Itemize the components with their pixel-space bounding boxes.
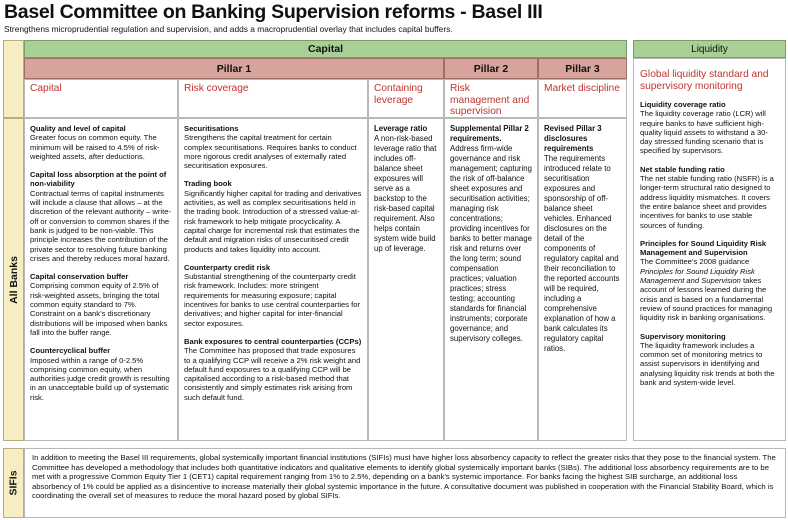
- side-spacer: [3, 40, 24, 118]
- category-containing-leverage: Containing leverage: [368, 79, 444, 118]
- risk-coverage-cell: [178, 118, 368, 441]
- sifis-label: SIFIs: [7, 470, 20, 496]
- supervisory-monitoring-text: The liquidity framework includes a common set of monitoring metrics to assist supervisors in identifying and analysing liquidity risk trends at both the bank and system-wide level.: [640, 340, 775, 388]
- all-banks-label: All Banks: [7, 255, 20, 304]
- capital-quality-text: Greater focus on common equity. The minimum will be raised to 4.5% of risk-weighted assets, after deductions.: [30, 133, 160, 161]
- page-subtitle: Strengthens microprudential regulation and supervision, and adds a macroprudential overlay that includes capital buffers.: [4, 24, 453, 34]
- lcr-heading: Liquidity coverage ratio: [640, 100, 726, 109]
- capital-loss-heading: Capital loss absorption at the point of non-viability: [30, 170, 167, 189]
- counterparty-risk-heading: Counterparty credit risk: [184, 262, 271, 272]
- principles-text-post: takes account of lessons learned during the crisis and is based on a fundamental review of sound practices for managing liquidity risk in banking organisations.: [640, 276, 773, 323]
- ccp-text: The Committee has proposed that trade exposures to a qualifying CCP will receive a 2% risk weight and default fund exposures to a qualifying CCP will be capitalised according to a risk-based method that consistently and simply estimates risk arising from such default fund.: [184, 346, 361, 402]
- nsfr-text: The net stable funding ratio (NSFR) is a longer-term structural ratio designed to address liquidity mismatches. It covers the entire balance sheet and provides incentives for banks to use stable sources of funding.: [640, 174, 774, 230]
- page-title: Basel Committee on Banking Supervision reforms - Basel III: [4, 1, 543, 23]
- pillar3-heading: Revised Pillar 3 disclosures requirements: [544, 124, 602, 153]
- trading-book-text: Significantly higher capital for trading and derivatives activities, as well as complex securitisations held in the trading book. Introduction of a stressed value-at-risk framework to help mitigate procyclicality. A capital charge for incremental risk that estimates the default and migration risks of unsecuritised credit products and takes liquidity into account.: [184, 188, 362, 254]
- liquidity-header: Liquidity: [633, 40, 786, 58]
- principles-text-pre: The Committee’s 2008 guidance: [640, 257, 750, 267]
- pillar1-header: Pillar 1: [24, 58, 444, 79]
- row-label-all-banks: [3, 118, 24, 441]
- securitisations-heading: Securitisations: [184, 124, 239, 133]
- pillar3-cell: [538, 118, 627, 441]
- supervisory-monitoring-heading: Supervisory monitoring: [640, 331, 726, 341]
- row-label-sifis: [3, 448, 24, 518]
- nsfr-heading: Net stable funding ratio: [640, 164, 725, 174]
- principles-text: [640, 257, 779, 322]
- securitisations-text: Strengthens the capital treatment for certain complex securitisations. Requires banks to conduct more rigorous credit analyses of externally rated securitisation exposures.: [184, 133, 357, 171]
- capital-quality-heading: Quality and level of capital: [30, 124, 126, 133]
- pillar2-cell: [444, 118, 538, 441]
- category-capital: Capital: [24, 79, 178, 118]
- principles-text-italic: Principles for Sound Liquidity Risk Management and Supervision: [640, 266, 755, 286]
- conservation-buffer-text: Comprising common equity of 2.5% of risk-weighted assets, bringing the total common equity standard to 7%. Constraint on a bank’s discretionary distributions will be imposed when banks fall into the buffer range.: [30, 281, 168, 337]
- capital-cell: [24, 118, 178, 441]
- leverage-ratio-heading: Leverage ratio: [374, 124, 428, 133]
- counterparty-risk-text: Substantial strengthening of the counterparty credit risk framework. Includes: more stringent requirements for measuring exposure; capital incentives for banks to use central counterparties for derivatives; and higher capital for inter-financial sector exposures.: [184, 272, 361, 328]
- liquidity-cell: [633, 58, 786, 441]
- leverage-ratio-text: A non-risk-based leverage ratio that includes off-balance sheet exposures will serve as a backstop to the risk-based capital requirement. Also helps contain system wide build up of leverage.: [374, 134, 437, 253]
- category-risk-coverage: Risk coverage: [178, 79, 368, 118]
- conservation-buffer-heading: Capital conservation buffer: [30, 272, 129, 282]
- pillar3-header: Pillar 3: [538, 58, 627, 79]
- principles-heading: Principles for Sound Liquidity Risk Management and Supervision: [640, 238, 767, 258]
- category-market-discipline: Market discipline: [538, 79, 627, 118]
- countercyclical-buffer-heading: Countercyclical buffer: [30, 346, 111, 356]
- lcr-text: The liquidity coverage ratio (LCR) will require banks to have sufficient high-quality liquid assets to withstand a 30-day stressed funding scenario that is specified by supervisors.: [640, 109, 768, 156]
- pillar2-header: Pillar 2: [444, 58, 538, 79]
- pillar2-text: Address firm-wide governance and risk management; capturing the risk of off-balance sheet exposures and securitisation activities; managing risk concentrations; providing incentives for banks to better manage risk and returns over the long term; sound compensation practices; valuation practices; stress testing; accounting standards for financial instruments; corporate governance; and supervisory colleges.: [450, 144, 532, 343]
- liquidity-title: Global liquidity standard and supervisory monitoring: [640, 69, 769, 92]
- pillar2-heading: Supplemental Pillar 2 requirements.: [450, 124, 529, 143]
- capital-loss-text: Contractual terms of capital instruments will include a clause that allows – at the discretion of the relevant authority – write-off or conversion to common shares if the bank is judged to be non-viable. This principle increases the contribution of the private sector to resolving future banking crises and thereby reduces moral hazard.: [30, 188, 171, 263]
- countercyclical-buffer-text: Imposed within a range of 0-2.5% comprising common equity, when authorities judge credit growth is resulting in an unacceptable build up of systematic risk.: [30, 355, 170, 402]
- sifis-cell: In addition to meeting the Basel III requirements, global systemically important financial institutions (SIFIs) must have higher loss absorbency capacity to reflect the greater risks that they pose to the financial system. The Committee has developed a methodology that includes both quantitative indicators and qualitative elements to identify global systemically important banks (SIBs). The additional loss absorbency requirements are to be met with a progressive Common Equity Tier 1 (CET1) capital requirement ranging from 1% to 2.5%, depending on a bank’s systemic importance. For banks facing the highest SIB surcharge, an additional loss absorbency of 1% could be applied as a disincentive to increase materially their global systemic importance in the future. A consultative document was published in cooperation with the Financial Stability Board, which is coordinating the overall set of measures to reduce the moral hazard posed by global SIFIs.: [24, 448, 786, 518]
- pillar3-text: The requirements introduced relate to securitisation exposures and sponsorship of off-balance sheet vehicles. Enhanced disclosures on the detail of the components of regulatory capital and their reconciliation to the reported accounts will be required, including a comprehensive explanation of how a bank calculates its regulatory capital ratios.: [544, 154, 620, 353]
- trading-book-heading: Trading book: [184, 179, 232, 189]
- ccp-heading: Bank exposures to central counterparties (CCPs): [184, 336, 362, 346]
- capital-header: Capital: [24, 40, 627, 58]
- category-risk-management: Risk management and supervision: [444, 79, 538, 118]
- leverage-cell: [368, 118, 444, 441]
